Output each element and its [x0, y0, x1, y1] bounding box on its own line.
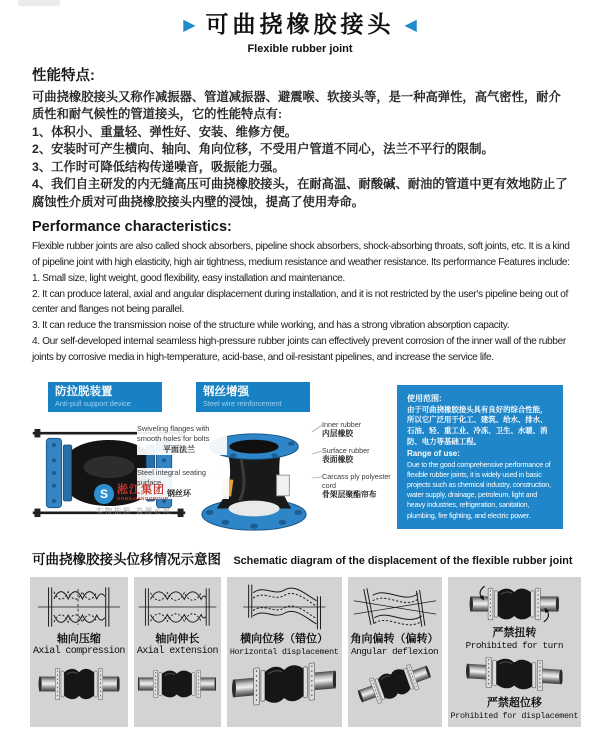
features-cn-item: 1、体积小、重量轻、弹性好、安装、维修方便。 [32, 124, 298, 139]
label-prohibited-displacement-cn: 严禁超位移 [486, 695, 542, 709]
axial-compression-drawing [33, 582, 125, 632]
range-body-en: Due to the good comprehensive performance of flexible rubber joints, it is widely used in basic projects such as chemical industry, construction, water supply, drainage, petroleum, light and heavy industries, refrigeration, sanitation, plumbing, fire fighting, and electric power. [407, 459, 551, 520]
label-prohibited-turn-cn: 严禁扭转 [492, 625, 537, 639]
features-en-heading: Performance characteristics: [32, 219, 232, 236]
range-of-use-box [397, 385, 563, 529]
brand-name-en: SONGJIANGGROUP [117, 496, 169, 502]
prohibited-turn-photo [453, 582, 576, 626]
schematic-heading-cn: 可曲挠橡胶接头位移情况示意图 [32, 551, 221, 567]
angular-deflexion-drawing [351, 582, 439, 632]
range-title-en: Range of use: [407, 448, 460, 458]
schematic-heading [32, 548, 600, 569]
left-triangle-icon: ▶ [183, 17, 196, 34]
label-axial-extension-cn: 轴向伸长 [155, 631, 200, 645]
features-cn-intro: 可曲挠橡胶接头又称作减振器、管道减振器、避震喉、软接头等，是一种高弹性，高气密性，耐介质性和耐气候性的管道接头，它的性能特点有: [32, 90, 561, 122]
label-prohibited-turn-en: Prohibited for turn [465, 639, 564, 651]
features-en-item: 1. Small size, light weight, good flexibility, easy installation and maintenance. [32, 272, 345, 284]
features-section-en [32, 219, 572, 366]
brand-logo-icon: S [94, 484, 114, 504]
prohibited-displacement-photo [453, 652, 576, 696]
displacement-panels [30, 577, 579, 727]
tag-steel-wire-en: Steel wire reinforcement [203, 398, 282, 408]
panel-angular-deflexion [348, 577, 442, 727]
features-section-cn [32, 64, 572, 211]
label-axial-extension-en: Axial extension [136, 645, 218, 657]
range-title-cn: 使用范围: [407, 393, 442, 403]
horizontal-displacement-drawing [230, 582, 339, 632]
page-title [0, 0, 600, 42]
callout-inner-rubber-cn: 内层橡胶 [322, 429, 354, 439]
horizontal-displacement-photo [232, 658, 336, 710]
features-en-intro: Flexible rubber joints are also called shock absorbers, pipeline shock absorbers, shock-absorbing throats, soft joints, etc. It is a kind of pipeline joint with high elasticity, high air tightness, medium resistance and weather resistance. Its performance Features include: [32, 241, 570, 268]
callout-inner-rubber-en: Inner rubber [322, 419, 362, 429]
product-figure [0, 380, 600, 542]
callout-swiveling-flanges-en: Swiveling flanges with smooth holes for bolts [137, 423, 210, 443]
callout-carcass-ply-cn: 骨架层聚酯帘布 [322, 490, 377, 500]
tag-anti-pull-en: Anti-pull support device [55, 398, 131, 408]
callout-seating-surface-en: Steel integral seating surface [137, 467, 207, 487]
callout-surface-rubber-en: Surface rubber [322, 445, 370, 455]
features-cn-item: 3、工作时可降低结构传递噪音，吸振能力强。 [32, 159, 285, 174]
watermark [94, 484, 204, 516]
label-axial-compression-en: Axial compression [33, 645, 125, 657]
tag-anti-pull-cn: 防拉脱装置 [55, 385, 113, 398]
label-angular-deflexion-en: Angular deflexion [350, 645, 439, 657]
brand-name-cn: 淞江集团 [117, 484, 165, 497]
panel-horizontal-displacement [227, 577, 342, 727]
axial-extension-drawing [137, 582, 218, 632]
callout-swiveling-flanges [137, 424, 227, 455]
features-cn-heading: 性能特点: [32, 68, 95, 84]
angular-deflexion-photo [352, 658, 436, 710]
schematic-heading-en: Schematic diagram of the displacement of the flexible rubber joint [233, 554, 573, 567]
panel-prohibited [448, 577, 582, 727]
title-english: Flexible rubber joint [247, 43, 353, 55]
range-body-cn: 由于可曲挠橡胶接头具有良好的综合性能，所以它广泛用于化工、建筑、给水、排水、石油、轻、重工业、冷冻、卫生、水暖、消防、电力等基础工程。 [407, 404, 548, 446]
features-en-item: 2. It can produce lateral, axial and angular displacement during installation, and it is not restricted by the user's pipeline being out of center and flanges not being parallel. [32, 288, 568, 316]
title-chinese: 可曲挠橡胶接头 [205, 11, 395, 37]
callout-seating-surface-cn: 钢丝环 [167, 488, 191, 498]
callout-carcass-ply-en: Carcass ply polyester cord [322, 471, 391, 491]
callout-carcass-ply [322, 472, 394, 501]
watermark-note: 实物拍照 盗图必究 [96, 507, 172, 515]
features-en-item: 3. It can reduce the transmission noise of the structure while working, and has a strong vibration absorption capacity. [32, 320, 510, 332]
features-cn-item: 4、我们自主研发的内无缝高压可曲挠橡胶接头，在耐高温、耐酸碱、耐油的管道中更有效地防止了腐蚀性介质对可曲挠橡胶接头内壁的浸蚀，提高了使用寿命。 [32, 177, 568, 209]
scan-artifact [18, 0, 60, 6]
label-angular-deflexion-cn: 角向偏转（偏转） [350, 631, 439, 645]
tag-steel-wire-cn: 钢丝增强 [203, 385, 249, 398]
callout-surface-rubber [322, 446, 394, 466]
label-prohibited-displacement-en: Prohibited for displacement [450, 710, 579, 721]
label-horizontal-displacement-en: Horizontal displacement [229, 646, 339, 657]
features-cn-item: 2、安装时可产生横向、轴向、角向位移，不受用户管道不同心，法兰不平行的限制。 [32, 142, 494, 157]
label-axial-compression-cn: 轴向压缩 [56, 631, 101, 645]
features-en-item: 4. Our self-developed internal seamless high-pressure rubber joints can effectively prevent corrosion of the inner wall of the rubber joints by corrosive media in high-temperature, acid-base, and oil-resistant pipelines, and increase the service life. [32, 336, 566, 363]
axial-compression-photo [35, 658, 123, 710]
callout-inner-rubber [322, 420, 394, 440]
panel-axial-compression [30, 577, 128, 727]
right-triangle-icon: ◀ [404, 17, 417, 34]
axial-extension-photo [138, 658, 216, 710]
panel-axial-extension [134, 577, 221, 727]
label-horizontal-displacement-cn: 横向位移（错位） [240, 631, 329, 645]
callout-surface-rubber-cn: 表面橡胶 [322, 455, 354, 465]
callout-swiveling-flanges-cn: 平面法兰 [163, 444, 195, 454]
